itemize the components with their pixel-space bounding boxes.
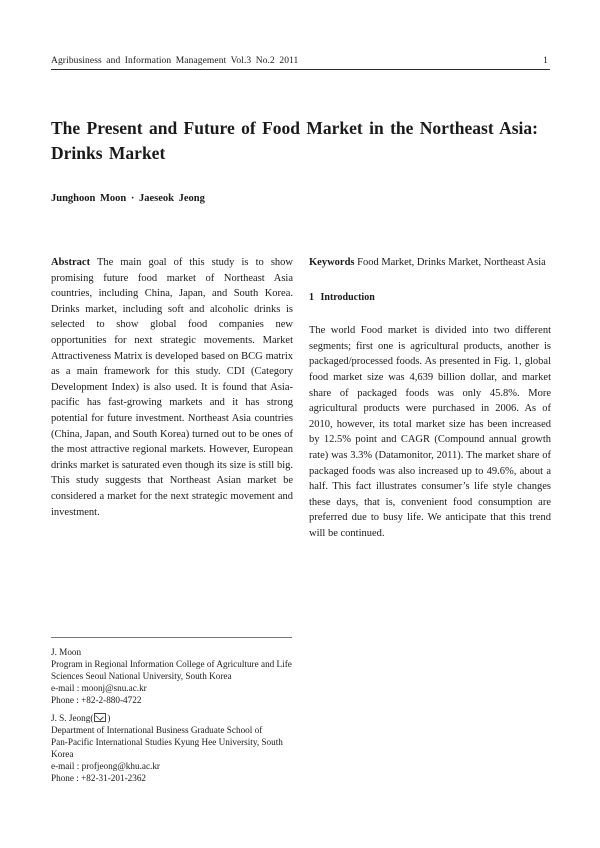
footnote-affiliation-line: Department of International Business Graduate School of xyxy=(51,725,263,735)
footnote-affiliation-line: Program in Regional Information College of Agriculture and Life xyxy=(51,659,292,669)
abstract-text: The main goal of this study is to show promising future food market of Northeast Asia countries, including China, Japan, and South Korea. Drinks market, including soft and alcoholic drinks is selected to show global food companies new opportunities for next strategic movements. Market Attractiveness Matrix is developed based on BCG matrix as a main framework for this study. CDI (Category Development Index) is also used. It is found that Asia-pacific has fast-growing markets and it has strong potential for future investment. Northeast Asia countries (China, Japan, and South Korea) turned out to be ones of the most attractive regional markets. However, European drinks market is saturated even though its size is still big. This study suggests that Northeast Asian market be considered a market for the next strategic movement and investment. xyxy=(51,257,293,518)
footnote-affiliation-line: Pan-Pacific International Studies Kyung Hee University, South xyxy=(51,737,283,747)
footnote-rule xyxy=(51,637,292,638)
footnote-author-1 xyxy=(51,646,295,706)
author-footnotes xyxy=(51,646,295,784)
body-column xyxy=(309,255,551,542)
keywords-label: Keywords xyxy=(309,257,355,268)
paper-title: The Present and Future of Food Market in the Northeast Asia: Drinks Market xyxy=(51,118,538,163)
footnote-phone: Phone : +82-31-201-2362 xyxy=(51,773,147,783)
footnote-affiliation-line: Korea xyxy=(51,749,74,759)
footnote-phone: Phone : +82-2-880-4722 xyxy=(51,695,142,705)
footnote-author-name: J. S. Jeong xyxy=(51,713,91,723)
introduction-text: The world Food market is divided into two different segments; first one is agricultural products, another is packaged/processed foods. As presented in Fig. 1, global food market size was 4,639 billion dollar, and market share of packaged foods was only 45.8%. More agricultural products were purchased in 2006. As of 2010, however, its total market size has been increased by 12.5% point and CAGR (Compound annual growth rate) was 3.3% (Datamonitor, 2011). The market share of packaged foods was also increased up to 49.6%, about a half. This fact illustrates consumer’s life style changes these days, that is, convenient food consumption are preferred due to busy life. We anticipate that this trend will be continued. xyxy=(309,325,551,539)
journal-citation: Agribusiness and Information Management Vol.3 No.2 2011 xyxy=(51,56,299,66)
footnote-email: e-mail : profjeong@khu.ac.kr xyxy=(51,761,160,771)
footnote-author-name-line: J. S. Jeong( ) xyxy=(51,713,111,723)
header-rule xyxy=(51,69,550,70)
author-list: Junghoon Moon · Jaeseok Jeong xyxy=(51,193,205,204)
keywords-text: Food Market, Drinks Market, Northeast Asia xyxy=(357,257,546,268)
footnote-email: e-mail : moonj@snu.ac.kr xyxy=(51,683,147,693)
abstract-label: Abstract xyxy=(51,257,91,268)
abstract-column xyxy=(51,255,293,520)
keywords xyxy=(309,255,551,271)
page-number: 1 xyxy=(543,56,548,66)
footnote-author-name: J. Moon xyxy=(51,647,82,657)
section-heading-introduction: 1 Introduction xyxy=(309,291,375,303)
envelope-icon xyxy=(94,713,106,722)
footnote-author-2 xyxy=(51,712,295,784)
abstract xyxy=(51,255,293,520)
footnote-affiliation-line: Sciences Seoul National University, South Korea xyxy=(51,671,232,681)
